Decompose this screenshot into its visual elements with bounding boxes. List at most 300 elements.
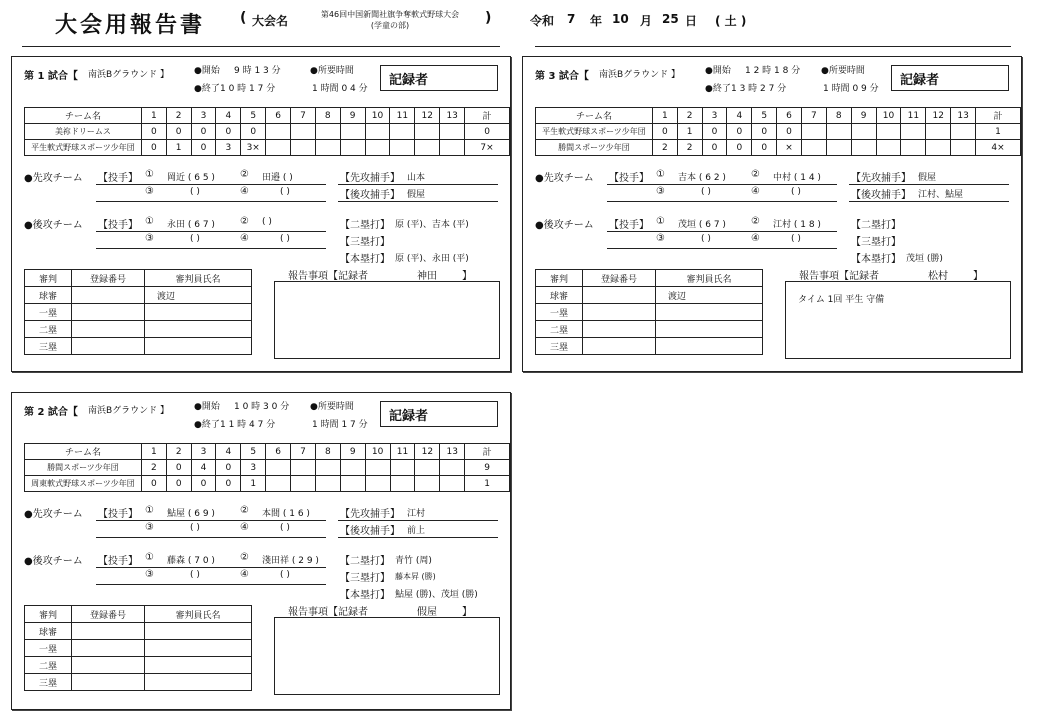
report-text: タイム 1回 平生 守備	[798, 295, 885, 305]
circle-4: ④	[751, 186, 760, 197]
inning-header: 11	[901, 108, 926, 124]
inning-score	[951, 140, 976, 156]
first-catcher-label: 【先攻捕手】	[851, 173, 911, 184]
inning-score: 0	[727, 140, 752, 156]
team-name-header: チーム名	[25, 444, 142, 460]
recorder-box: 記録者	[380, 65, 498, 91]
start-label: ●開始	[194, 402, 220, 412]
umpire-position: 球審	[536, 287, 583, 304]
triple-label: 【三塁打】	[340, 237, 390, 248]
circle-2: ②	[751, 216, 760, 227]
homerun-value: 鮎屋 (勝)、茂垣 (勝)	[395, 590, 478, 600]
report-recorder: 假屋	[417, 607, 437, 618]
circle-4: ④	[240, 522, 249, 533]
second-pitcher-1: 藤森 ( 7 0 )	[167, 556, 215, 566]
inning-score: 1	[241, 476, 266, 492]
first-pitcher-1: 鮎屋 ( 6 9 )	[167, 509, 215, 519]
umpire-table	[24, 269, 252, 355]
second-catcher-label: 【後攻捕手】	[340, 526, 400, 537]
triple-label: 【三塁打】	[340, 573, 390, 584]
year-unit: 年	[590, 14, 603, 28]
umpire-name-header: 審判員氏名	[656, 270, 763, 287]
umpire-row	[25, 623, 252, 640]
team-total: 0	[465, 124, 510, 140]
game-title: 第 2 試合【	[24, 407, 78, 418]
inning-score: 0	[241, 124, 266, 140]
umpire-position: 球審	[25, 287, 72, 304]
homerun-value: 茂垣 (勝)	[906, 254, 943, 264]
umpire-reg-no	[72, 657, 145, 674]
ul	[96, 201, 326, 202]
second-pitcher-4: ( )	[791, 234, 801, 244]
recorder-box: 記録者	[380, 401, 498, 427]
umpire-header-row	[25, 606, 252, 623]
header-rule-right	[535, 46, 1011, 47]
circle-2: ②	[240, 505, 249, 516]
inning-score	[390, 460, 415, 476]
circle-3: ③	[145, 569, 154, 580]
inning-header: 3	[191, 444, 216, 460]
report-recorder: 松村	[928, 271, 948, 282]
first-pitcher-3: ( )	[701, 187, 711, 197]
team-name: 勝間スポーツ少年団	[25, 460, 142, 476]
team-name: 平生軟式野球スポーツ少年団	[536, 124, 653, 140]
first-pitcher-2: 中村 ( 1 4 )	[773, 173, 821, 183]
inning-header: 2	[677, 108, 702, 124]
start-label: ●開始	[194, 66, 220, 76]
homerun-label: 【本塁打】	[851, 254, 901, 265]
inning-header: 13	[440, 108, 465, 124]
inning-score	[340, 460, 365, 476]
document-title: 大会用報告書	[55, 12, 206, 38]
report-label: 報告事項【記録者	[799, 271, 879, 282]
total-header: 計	[465, 444, 510, 460]
second-pitcher-2: 江村 ( 1 8 )	[773, 220, 821, 230]
inning-header: 10	[365, 108, 390, 124]
recorder-box: 記録者	[891, 65, 1009, 91]
inning-header: 6	[266, 108, 291, 124]
inning-score	[901, 124, 926, 140]
end-label: ●終了	[194, 420, 220, 430]
inning-score	[365, 140, 390, 156]
inning-score	[365, 460, 390, 476]
second-pitcher-3: ( )	[701, 234, 711, 244]
ul	[338, 520, 498, 521]
inning-score	[415, 124, 440, 140]
umpire-position: 三塁	[536, 338, 583, 355]
start-time: 1 2 時 1 8 分	[745, 66, 801, 76]
inning-score	[440, 460, 465, 476]
inning-score	[415, 460, 440, 476]
inning-score: ×	[777, 140, 802, 156]
team-score-row	[25, 124, 510, 140]
ground-name: 南浜Bグラウンド 】	[88, 406, 170, 416]
paren-open: (	[240, 10, 247, 26]
umpire-reg-no	[583, 338, 656, 355]
umpire-position: 一塁	[25, 304, 72, 321]
first-pitcher-3: ( )	[190, 523, 200, 533]
game-panel-3	[522, 56, 1022, 372]
umpire-row	[25, 657, 252, 674]
inning-score	[340, 124, 365, 140]
first-pitcher-1: 岡近 ( 6 5 )	[167, 173, 215, 183]
report-label: 報告事項【記録者	[288, 271, 368, 282]
umpire-position: 二塁	[536, 321, 583, 338]
inning-header: 11	[390, 108, 415, 124]
report-close: 】	[462, 271, 472, 282]
second-team-label: ●後攻チーム	[24, 556, 83, 567]
circle-4: ④	[240, 233, 249, 244]
inning-score	[266, 460, 291, 476]
report-box	[274, 281, 500, 359]
inning-score: 4	[191, 460, 216, 476]
umpire-name-header: 審判員氏名	[145, 606, 252, 623]
inning-score: 0	[166, 476, 191, 492]
inning-score	[266, 476, 291, 492]
inning-score: 2	[677, 140, 702, 156]
umpire-name	[145, 640, 252, 657]
second-pitcher-3: ( )	[190, 570, 200, 580]
team-score-row	[25, 460, 510, 476]
inning-score: 0	[652, 124, 677, 140]
inning-score	[951, 124, 976, 140]
second-catcher: 江村、鮎屋	[918, 190, 964, 200]
inning-score	[315, 140, 340, 156]
duration-label: ●所要時間	[310, 402, 354, 412]
inning-score: 0	[166, 124, 191, 140]
score-table	[24, 443, 510, 492]
inning-header: 4	[216, 108, 241, 124]
team-name: 勝間スポーツ少年団	[536, 140, 653, 156]
triple-label: 【三塁打】	[851, 237, 901, 248]
inning-score: 2	[652, 140, 677, 156]
inning-score: 2	[141, 460, 166, 476]
inning-score	[801, 124, 826, 140]
inning-score	[415, 476, 440, 492]
umpire-name	[145, 623, 252, 640]
circle-2: ②	[240, 216, 249, 227]
inning-score	[340, 476, 365, 492]
inning-score: 0	[141, 124, 166, 140]
umpire-row	[536, 338, 763, 355]
start-label: ●開始	[705, 66, 731, 76]
double-label: 【二塁打】	[340, 220, 390, 231]
inning-score	[390, 476, 415, 492]
inning-header: 9	[340, 444, 365, 460]
inning-header: 1	[141, 444, 166, 460]
paren-close: )	[485, 10, 492, 26]
umpire-row	[25, 287, 252, 304]
reg-no-header: 登録番号	[72, 606, 145, 623]
team-score-row	[536, 124, 1021, 140]
inning-header: 5	[241, 444, 266, 460]
ul	[338, 184, 498, 185]
inning-score	[926, 124, 951, 140]
inning-header: 13	[440, 444, 465, 460]
inning-header: 8	[315, 108, 340, 124]
homerun-label: 【本塁打】	[340, 590, 390, 601]
second-pitcher-4: ( )	[280, 234, 290, 244]
umpire-header: 審判	[25, 606, 72, 623]
report-close: 】	[973, 271, 983, 282]
inning-score: 0	[216, 476, 241, 492]
inning-score	[415, 140, 440, 156]
ul	[849, 184, 1009, 185]
tournament-label: 大会名	[252, 14, 289, 28]
team-total: 1	[976, 124, 1021, 140]
inning-header: 9	[851, 108, 876, 124]
first-team-label: ●先攻チーム	[535, 173, 594, 184]
first-catcher: 江村	[407, 509, 426, 519]
duration-value: 1 時間 1 7 分	[312, 420, 368, 430]
score-header-row	[536, 108, 1021, 124]
umpire-row	[25, 674, 252, 691]
umpire-reg-no	[583, 287, 656, 304]
first-catcher-label: 【先攻捕手】	[340, 173, 400, 184]
ground-name: 南浜Bグラウンド 】	[599, 70, 681, 80]
game-panel-2	[11, 392, 511, 710]
inning-score	[876, 124, 901, 140]
circle-4: ④	[751, 233, 760, 244]
double-label: 【二塁打】	[340, 556, 390, 567]
second-pitcher-1: 茂垣 ( 6 7 )	[678, 220, 726, 230]
inning-score: 0	[777, 124, 802, 140]
ul	[96, 584, 326, 585]
team-total: 1	[465, 476, 510, 492]
inning-header: 13	[951, 108, 976, 124]
inning-score: 0	[166, 460, 191, 476]
inning-score	[266, 124, 291, 140]
ul	[607, 248, 837, 249]
inning-header: 12	[415, 108, 440, 124]
duration-label: ●所要時間	[310, 66, 354, 76]
weekday-value: ( 土 )	[715, 14, 747, 28]
inning-score: 0	[191, 476, 216, 492]
inning-header: 4	[216, 444, 241, 460]
inning-header: 4	[727, 108, 752, 124]
inning-score	[876, 140, 901, 156]
umpire-name: 渡辺	[145, 287, 252, 304]
team-total: 4×	[976, 140, 1021, 156]
report-close: 】	[462, 607, 472, 618]
end-label: ●終了	[194, 84, 220, 94]
end-time: 1 3 時 2 7 分	[731, 84, 787, 94]
first-pitcher-label: 【投手】	[609, 173, 649, 184]
homerun-value: 原 (平)、永田 (平)	[395, 254, 469, 264]
game-panel-1	[11, 56, 511, 372]
circle-2: ②	[240, 552, 249, 563]
inning-score	[901, 140, 926, 156]
inning-score	[315, 460, 340, 476]
inning-header: 7	[291, 108, 316, 124]
umpire-reg-no	[72, 674, 145, 691]
header-rule-left	[22, 46, 500, 47]
umpire-position: 一塁	[25, 640, 72, 657]
inning-header: 5	[752, 108, 777, 124]
inning-score: 0	[216, 460, 241, 476]
umpire-name	[145, 321, 252, 338]
umpire-header-row	[25, 270, 252, 287]
umpire-row	[536, 304, 763, 321]
umpire-position: 二塁	[25, 657, 72, 674]
inning-header: 1	[141, 108, 166, 124]
report-recorder: 神田	[417, 271, 437, 282]
reg-no-header: 登録番号	[72, 270, 145, 287]
inning-score: 0	[752, 140, 777, 156]
inning-score: 3	[216, 140, 241, 156]
umpire-header: 審判	[536, 270, 583, 287]
team-name: 周東軟式野球スポーツ少年団	[25, 476, 142, 492]
end-time: 1 0 時 1 7 分	[220, 84, 276, 94]
circle-1: ①	[145, 505, 154, 516]
umpire-name	[656, 321, 763, 338]
umpire-row	[25, 304, 252, 321]
inning-score	[851, 124, 876, 140]
umpire-name	[656, 338, 763, 355]
circle-2: ②	[240, 169, 249, 180]
inning-score	[440, 140, 465, 156]
umpire-table	[24, 605, 252, 691]
first-pitcher-1: 吉本 ( 6 2 )	[678, 173, 726, 183]
inning-header: 7	[291, 444, 316, 460]
inning-score	[315, 124, 340, 140]
ul	[338, 537, 498, 538]
ul	[607, 201, 837, 202]
inning-score: 0	[191, 140, 216, 156]
inning-score	[315, 476, 340, 492]
circle-4: ④	[240, 186, 249, 197]
umpire-reg-no	[72, 640, 145, 657]
second-catcher: 假屋	[407, 190, 426, 200]
inning-score	[440, 124, 465, 140]
umpire-name	[145, 304, 252, 321]
team-score-row	[536, 140, 1021, 156]
inning-score	[390, 124, 415, 140]
double-value: 原 (平)、吉本 (平)	[395, 220, 469, 230]
inning-score	[291, 460, 316, 476]
inning-score	[826, 140, 851, 156]
homerun-label: 【本塁打】	[340, 254, 390, 265]
umpire-position: 一塁	[536, 304, 583, 321]
first-team-label: ●先攻チーム	[24, 173, 83, 184]
umpire-position: 二塁	[25, 321, 72, 338]
game-title: 第 3 試合【	[535, 71, 589, 82]
report-box	[274, 617, 500, 695]
score-header-row	[25, 444, 510, 460]
inning-score: 0	[141, 476, 166, 492]
reg-no-header: 登録番号	[583, 270, 656, 287]
inning-score: 0	[702, 140, 727, 156]
day-value: 25	[662, 12, 679, 26]
circle-1: ①	[145, 552, 154, 563]
ul	[607, 184, 837, 185]
inning-score: 3	[241, 460, 266, 476]
inning-header: 3	[702, 108, 727, 124]
inning-header: 7	[801, 108, 826, 124]
second-pitcher-label: 【投手】	[98, 220, 138, 231]
ul	[96, 537, 326, 538]
umpire-position: 三塁	[25, 674, 72, 691]
era-label: 令和	[530, 14, 555, 28]
report-box	[785, 281, 1011, 359]
second-catcher-label: 【後攻捕手】	[851, 190, 911, 201]
ul	[96, 231, 326, 232]
total-header: 計	[465, 108, 510, 124]
umpire-row	[25, 338, 252, 355]
inning-score: 3×	[241, 140, 266, 156]
inning-header: 2	[166, 444, 191, 460]
second-pitcher-2: 淺田祥 ( 2 9 )	[262, 556, 319, 566]
inning-header: 8	[315, 444, 340, 460]
second-pitcher-2: ( )	[262, 217, 272, 227]
tournament-name-line1: 第46回中国新聞社旗争奪軟式野球大会	[320, 10, 460, 19]
second-pitcher-1: 永田 ( 6 7 )	[167, 220, 215, 230]
inning-score: 1	[166, 140, 191, 156]
inning-header: 1	[652, 108, 677, 124]
duration-value: 1 時間 0 9 分	[823, 84, 879, 94]
inning-score: 0	[141, 140, 166, 156]
second-team-label: ●後攻チーム	[24, 220, 83, 231]
score-table	[24, 107, 510, 156]
ul	[96, 184, 326, 185]
ul	[338, 201, 498, 202]
second-pitcher-3: ( )	[190, 234, 200, 244]
circle-3: ③	[145, 233, 154, 244]
umpire-header-row	[536, 270, 763, 287]
duration-value: 1 時間 0 4 分	[312, 84, 368, 94]
inning-score	[291, 140, 316, 156]
inning-score	[291, 476, 316, 492]
inning-header: 6	[266, 444, 291, 460]
circle-1: ①	[145, 216, 154, 227]
inning-header: 12	[926, 108, 951, 124]
inning-score	[801, 140, 826, 156]
ul	[96, 520, 326, 521]
circle-3: ③	[656, 233, 665, 244]
first-pitcher-3: ( )	[190, 187, 200, 197]
umpire-header: 審判	[25, 270, 72, 287]
inning-header: 10	[365, 444, 390, 460]
umpire-reg-no	[583, 321, 656, 338]
inning-score: 0	[702, 124, 727, 140]
inning-header: 6	[777, 108, 802, 124]
first-catcher-label: 【先攻捕手】	[340, 509, 400, 520]
end-label: ●終了	[705, 84, 731, 94]
umpire-reg-no	[72, 338, 145, 355]
inning-header: 8	[826, 108, 851, 124]
game-title: 第 1 試合【	[24, 71, 78, 82]
inning-header: 5	[241, 108, 266, 124]
umpire-row	[536, 287, 763, 304]
team-score-row	[25, 140, 510, 156]
first-pitcher-2: 本間 ( 1 6 )	[262, 509, 310, 519]
duration-label: ●所要時間	[821, 66, 865, 76]
team-total: 9	[465, 460, 510, 476]
first-pitcher-label: 【投手】	[98, 173, 138, 184]
umpire-name	[145, 657, 252, 674]
inning-header: 12	[415, 444, 440, 460]
umpire-table	[535, 269, 763, 355]
first-team-label: ●先攻チーム	[24, 509, 83, 520]
second-catcher: 前上	[407, 526, 426, 536]
inning-header: 3	[191, 108, 216, 124]
umpire-name	[145, 674, 252, 691]
umpire-position: 球審	[25, 623, 72, 640]
inning-score: 0	[216, 124, 241, 140]
inning-score	[340, 140, 365, 156]
circle-3: ③	[145, 522, 154, 533]
tournament-name	[305, 9, 475, 31]
